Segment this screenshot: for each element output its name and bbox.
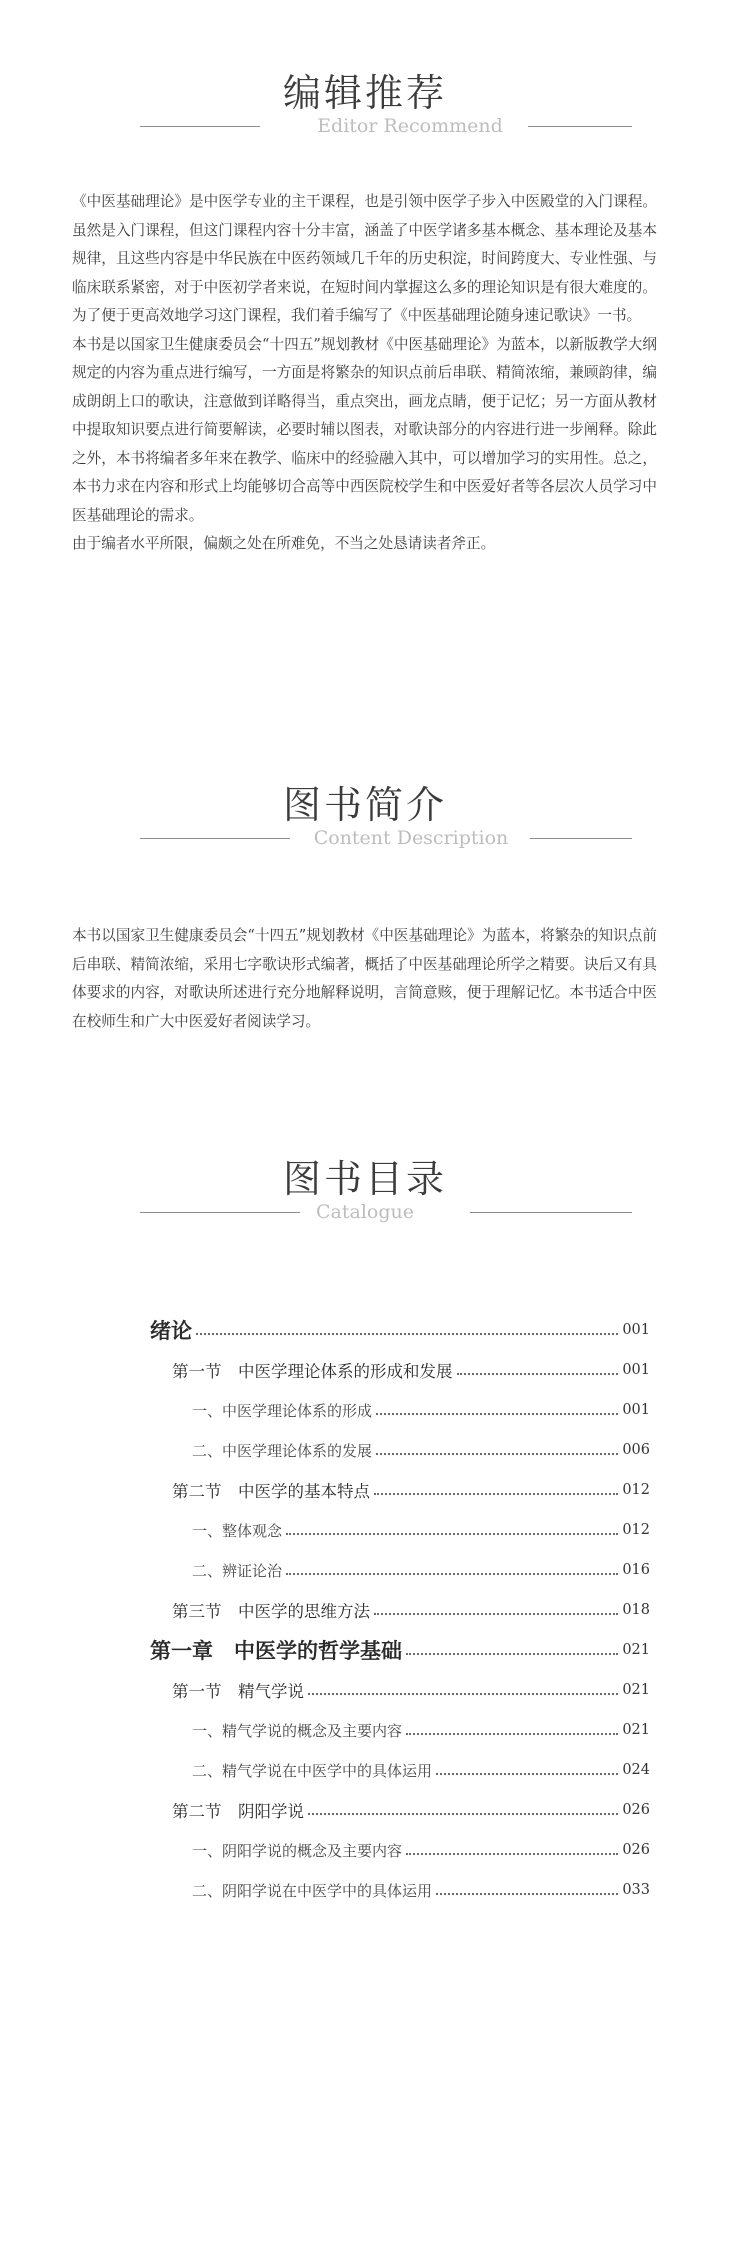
toc-leader-dots — [436, 1893, 618, 1895]
header-rule-right — [530, 838, 632, 839]
table-of-contents — [150, 1310, 650, 1910]
toc-entry-label: 二、中医学理论体系的发展 — [192, 1441, 373, 1460]
toc-entry-label: 一、精气学说的概念及主要内容 — [192, 1721, 403, 1740]
editor-paragraph-1: 《中医基础理论》是中医学专业的主干课程，也是引领中医学子步入中医殿堂的入门课程。虽然是入门课程，但这门课程内容十分丰富，涵盖了中医学诸多基本概念、基本理论及基本规律，且这些内容是中华民族在中医药领域几千年的历史积淀，时间跨度大、专业性强、与临床联系紧密，对于中医初学者来说，在短时间内掌握这么多的理论知识是有很大难度的。为了便于更高效地学习这门课程，我们着手编写了《中医基础理论随身速记歌诀》一书。 — [72, 193, 657, 324]
toc-entry-page: 001 — [622, 1362, 650, 1378]
toc-entry-page: 001 — [622, 1402, 650, 1418]
editor-recommend-subtitle: Editor Recommend — [317, 115, 503, 137]
toc-leader-dots — [286, 1573, 618, 1575]
toc-entry-label: 一、阴阳学说的概念及主要内容 — [192, 1841, 403, 1860]
toc-entry-label: 第二节 中医学的基本特点 — [172, 1482, 370, 1501]
editor-paragraph-3: 由于编者水平所限，偏颇之处在所难免，不当之处恳请读者斧正。 — [72, 535, 496, 552]
toc-entry-page: 033 — [622, 1882, 650, 1898]
catalogue-header — [0, 1156, 730, 1226]
toc-leader-dots — [308, 1813, 618, 1815]
header-rule-left — [140, 1212, 300, 1213]
toc-entry[interactable] — [150, 1470, 650, 1510]
toc-entry-page: 016 — [622, 1562, 650, 1578]
toc-entry[interactable] — [150, 1430, 650, 1470]
toc-entry-page: 024 — [622, 1762, 650, 1778]
toc-entry-label: 第一节 精气学说 — [172, 1682, 304, 1701]
toc-entry-page: 012 — [622, 1522, 650, 1538]
toc-entry[interactable] — [150, 1630, 650, 1670]
toc-leader-dots — [457, 1373, 619, 1375]
toc-entry-page: 021 — [622, 1642, 650, 1658]
toc-entry-page: 021 — [622, 1682, 650, 1698]
toc-entry[interactable] — [150, 1390, 650, 1430]
toc-leader-dots — [376, 1453, 618, 1455]
toc-entry-label: 第三节 中医学的思维方法 — [172, 1602, 370, 1621]
toc-entry-label: 第一节 中医学理论体系的形成和发展 — [172, 1362, 453, 1381]
toc-entry[interactable] — [150, 1310, 650, 1350]
toc-leader-dots — [406, 1853, 618, 1855]
header-rule-right — [470, 1212, 632, 1213]
toc-entry-label: 一、整体观念 — [192, 1521, 283, 1540]
toc-leader-dots — [406, 1733, 618, 1735]
toc-entry[interactable] — [150, 1550, 650, 1590]
editor-paragraph-2: 本书是以国家卫生健康委员会“十四五”规划教材《中医基础理论》为蓝本，以新版教学大纲规定的内容为重点进行编写，一方面是将繁杂的知识点前后串联、精简浓缩，兼顾韵律，编成朗朗上口的歌诀，注意做到详略得当，重点突出，画龙点睛，便于记忆；另一方面从教材中提取知识要点进行简要解读，必要时辅以图表，对歌诀部分的内容进行进一步阐释。除此之外，本书将编者多年来在教学、临床中的经验融入其中，可以增加学习的实用性。总之，本书力求在内容和形式上均能够切合高等中西医院校学生和中医爱好者等各层次人员学习中医基础理论的需求。 — [72, 335, 657, 524]
content-description-body — [72, 922, 657, 1036]
editor-recommend-header — [0, 70, 730, 140]
editor-recommend-title: 编辑推荐 — [282, 71, 447, 115]
toc-entry[interactable] — [150, 1350, 650, 1390]
toc-entry-label: 二、精气学说在中医学中的具体运用 — [192, 1761, 433, 1780]
toc-entry[interactable] — [150, 1830, 650, 1870]
toc-entry-label: 一、中医学理论体系的形成 — [192, 1401, 373, 1420]
toc-entry-page: 001 — [622, 1322, 650, 1338]
header-rule-left — [140, 838, 290, 839]
toc-entry[interactable] — [150, 1590, 650, 1630]
toc-entry-label: 二、辨证论治 — [192, 1561, 283, 1580]
toc-entry-page: 021 — [622, 1722, 650, 1738]
toc-leader-dots — [196, 1333, 618, 1335]
toc-entry-page: 006 — [622, 1442, 650, 1458]
toc-entry[interactable] — [150, 1670, 650, 1710]
catalogue-subtitle: Catalogue — [316, 1201, 414, 1223]
toc-entry[interactable] — [150, 1510, 650, 1550]
header-rule-right — [528, 126, 632, 127]
content-description-header — [0, 782, 730, 852]
content-description-title: 图书简介 — [282, 783, 447, 827]
editor-recommend-body — [72, 188, 657, 559]
toc-entry[interactable] — [150, 1870, 650, 1910]
toc-leader-dots — [308, 1693, 618, 1695]
toc-entry-page: 026 — [622, 1802, 650, 1818]
toc-entry-page: 018 — [622, 1602, 650, 1618]
content-description-subtitle: Content Description — [313, 827, 509, 849]
toc-leader-dots — [286, 1533, 618, 1535]
toc-entry-label: 二、阴阳学说在中医学中的具体运用 — [192, 1881, 433, 1900]
toc-entry-label: 绪论 — [150, 1319, 192, 1343]
catalogue-title: 图书目录 — [282, 1157, 447, 1201]
toc-leader-dots — [436, 1773, 618, 1775]
toc-leader-dots — [376, 1413, 618, 1415]
content-paragraph: 本书以国家卫生健康委员会“十四五”规划教材《中医基础理论》为蓝本，将繁杂的知识点前后串联、精简浓缩，采用七字歌诀形式编著，概括了中医基础理论所学之精要。诀后又有具体要求的内容，对歌诀所述进行充分地解释说明，言简意赅，便于理解记忆。本书适合中医在校师生和广大中医爱好者阅读学习。 — [72, 927, 657, 1030]
toc-entry-page: 026 — [622, 1842, 650, 1858]
toc-entry-label: 第二节 阴阳学说 — [172, 1802, 304, 1821]
toc-leader-dots — [374, 1613, 618, 1615]
header-rule-left — [140, 126, 260, 127]
toc-leader-dots — [406, 1653, 618, 1655]
toc-entry-label: 第一章 中医学的哲学基础 — [150, 1639, 402, 1663]
toc-leader-dots — [374, 1493, 618, 1495]
toc-entry-page: 012 — [622, 1482, 650, 1498]
toc-entry[interactable] — [150, 1750, 650, 1790]
toc-entry[interactable] — [150, 1790, 650, 1830]
toc-entry[interactable] — [150, 1710, 650, 1750]
